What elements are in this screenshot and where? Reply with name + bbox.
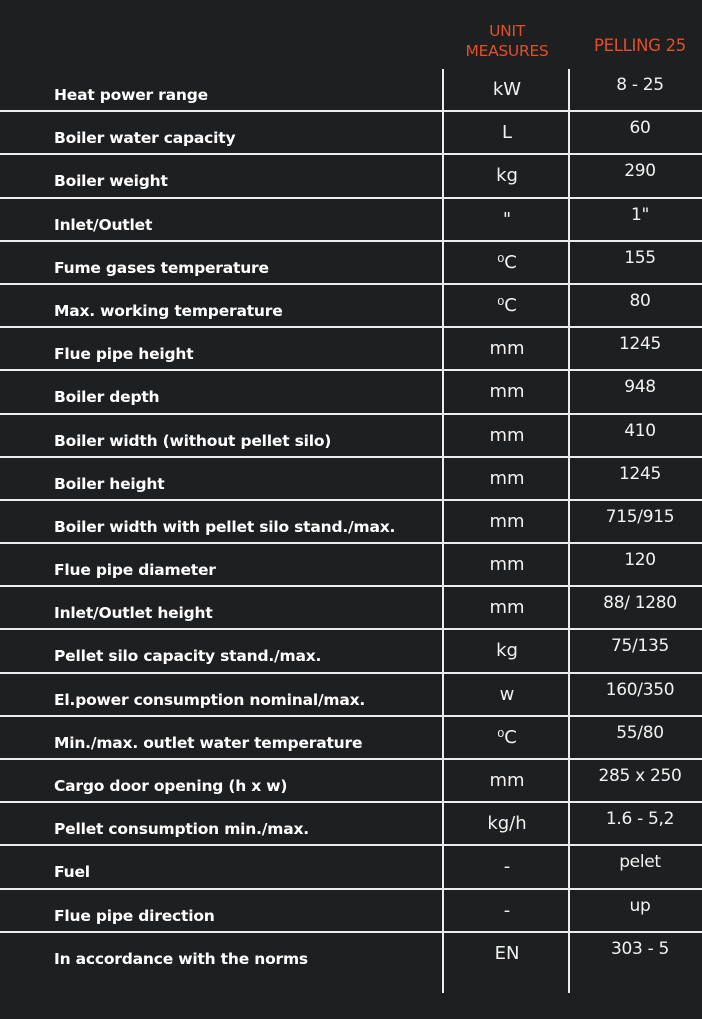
row-unit: ⁰C: [497, 726, 517, 748]
row-value: 303 - 5: [610, 938, 670, 959]
table-row: [0, 846, 702, 889]
row-value: 75/135: [610, 636, 669, 657]
row-value: pelet: [619, 852, 661, 873]
row-value: 948: [624, 377, 656, 398]
row-parameter: Pellet silo capacity stand./max.: [54, 647, 322, 666]
row-unit: mm: [489, 770, 525, 791]
unit-header-line2: MEASURES: [465, 42, 549, 60]
row-value: 1245: [618, 334, 662, 355]
row-unit: kg: [496, 165, 518, 187]
row-parameter: Max. working temperature: [54, 301, 283, 320]
table-row: [0, 933, 702, 985]
row-value: 155: [624, 247, 656, 268]
table-row: [0, 803, 702, 846]
row-parameter: Fume gases temperature: [54, 258, 269, 277]
row-value: 715/915: [605, 506, 675, 527]
row-unit: EN: [494, 942, 520, 964]
row-parameter: Cargo door opening (h x w): [54, 777, 288, 795]
row-unit: mm: [489, 554, 525, 576]
row-parameter: Boiler width (without pellet silo): [54, 431, 332, 450]
table-row: [0, 199, 702, 242]
table-row: [0, 415, 702, 458]
row-unit: kg/h: [487, 813, 527, 835]
row-parameter: Heat power range: [54, 86, 208, 104]
row-parameter: Inlet/Outlet: [54, 215, 153, 234]
row-parameter: Flue pipe diameter: [54, 561, 216, 580]
table-row: [0, 112, 702, 155]
row-unit: mm: [489, 338, 525, 360]
row-value: 285 x 250: [598, 766, 682, 786]
table-row: [0, 630, 702, 673]
row-unit: -: [503, 856, 511, 878]
row-value: 160/350: [605, 679, 675, 700]
row-unit: mm: [489, 467, 525, 489]
row-value: 1": [630, 204, 650, 225]
row-value: 55/80: [616, 722, 664, 743]
row-parameter: Boiler water capacity: [54, 129, 236, 148]
row-unit: L: [501, 122, 513, 144]
unit-measures-header: [444, 21, 570, 61]
table-row: [0, 544, 702, 587]
row-value: 8 - 25: [616, 75, 664, 95]
unit-header-line1: UNIT: [489, 22, 525, 40]
model-header: PELLING 25: [594, 36, 686, 55]
row-value: 60: [629, 118, 651, 139]
row-unit: ⁰C: [497, 294, 517, 316]
row-value: 120: [624, 550, 656, 571]
row-parameter: Flue pipe direction: [54, 906, 215, 925]
table-row: [0, 674, 702, 717]
row-value: up: [629, 895, 651, 916]
row-unit: ": [502, 208, 512, 230]
row-parameter: In accordance with the norms: [54, 949, 308, 968]
row-unit: mm: [489, 424, 525, 446]
row-parameter: Inlet/Outlet height: [54, 604, 213, 623]
row-parameter: Boiler weight: [54, 172, 168, 191]
row-value: 80: [629, 290, 651, 311]
row-unit: w: [499, 683, 515, 705]
row-unit: mm: [489, 597, 525, 619]
table-row: [0, 155, 702, 198]
row-unit: -: [503, 899, 511, 921]
row-unit: mm: [489, 510, 525, 532]
spec-table: [0, 69, 702, 985]
row-parameter: Boiler height: [54, 474, 165, 493]
table-row: [0, 285, 702, 328]
row-parameter: Fuel: [54, 863, 90, 882]
table-row: [0, 501, 702, 544]
table-row: [0, 587, 702, 630]
table-row: [0, 458, 702, 501]
row-parameter: Min./max. outlet water temperature: [54, 733, 363, 752]
row-parameter: Boiler width with pellet silo stand./max.: [54, 517, 396, 536]
table-header: [0, 0, 702, 70]
table-row: [0, 242, 702, 285]
row-value: 410: [624, 420, 656, 441]
row-unit: ⁰C: [497, 251, 517, 273]
row-unit: kg: [496, 640, 518, 662]
row-unit: mm: [489, 381, 525, 403]
table-row: [0, 328, 702, 371]
table-row: [0, 371, 702, 414]
row-parameter: El.power consumption nominal/max.: [54, 690, 366, 709]
table-row: [0, 760, 702, 803]
row-value: 88/ 1280: [603, 593, 677, 614]
row-value: 290: [624, 161, 656, 182]
row-value: 1245: [618, 463, 662, 484]
table-row: [0, 717, 702, 760]
row-parameter: Boiler depth: [54, 388, 160, 407]
table-row: [0, 890, 702, 933]
table-row: [0, 69, 702, 112]
row-parameter: Flue pipe height: [54, 345, 194, 364]
row-parameter: Pellet consumption min./max.: [54, 820, 309, 839]
row-value: 1.6 - 5,2: [605, 809, 675, 830]
row-unit: kW: [492, 79, 522, 100]
